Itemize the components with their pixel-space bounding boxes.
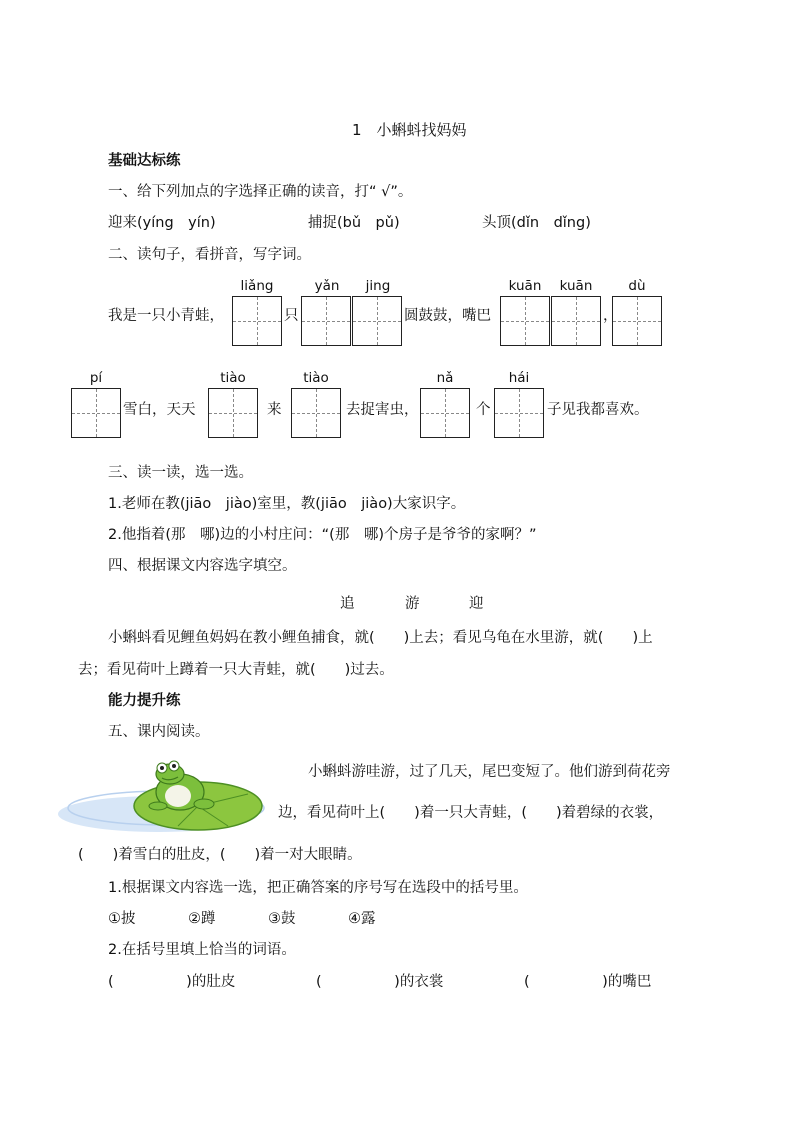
q1-item: 捕捉(bǔ pǔ) xyxy=(308,215,400,231)
q5-passage-line: ( )着雪白的肚皮，( )着一对大眼睛。 xyxy=(78,847,362,863)
pinyin-label: pí xyxy=(89,370,103,386)
q4-choice: 游 xyxy=(405,596,420,612)
writing-grid-cell[interactable] xyxy=(208,388,258,438)
q1-item: 迎来(yíng yín) xyxy=(108,215,216,231)
pinyin-label: dù xyxy=(628,278,646,294)
q2-text: 圆鼓鼓，嘴巴 xyxy=(404,308,491,324)
q2-text: 我是一只小青蛙， xyxy=(108,308,224,324)
q5-passage-line: 小蝌蚪游哇游，过了几天，尾巴变短了。他们游到荷花旁 xyxy=(308,764,671,780)
pinyin-label: jing xyxy=(365,278,391,294)
q2-text: ， xyxy=(603,308,618,324)
writing-grid-cell[interactable] xyxy=(420,388,470,438)
pinyin-label: yǎn xyxy=(314,278,340,294)
writing-grid-cell[interactable] xyxy=(232,296,282,346)
q5-sub-question: 2.在括号里填上恰当的词语。 xyxy=(108,942,296,958)
q2-heading: 二、读句子，看拼音，写字词。 xyxy=(108,247,311,263)
q4-heading: 四、根据课文内容选字填空。 xyxy=(108,558,297,574)
pinyin-label: liǎng xyxy=(240,278,274,294)
q4-choice: 追 xyxy=(340,596,355,612)
writing-grid-cell[interactable] xyxy=(500,296,550,346)
section-advanced: 能力提升练 xyxy=(108,693,181,709)
q5-option: ③鼓 xyxy=(268,911,296,927)
writing-grid-cell[interactable] xyxy=(494,388,544,438)
page-title: 1 小蝌蚪找妈妈 xyxy=(352,121,467,139)
q2-text: 去捉害虫， xyxy=(346,402,419,418)
pinyin-label: tiào xyxy=(220,370,246,386)
pinyin-label: hái xyxy=(508,370,530,386)
q3-heading: 三、读一读，选一选。 xyxy=(108,465,253,481)
writing-grid-cell[interactable] xyxy=(71,388,121,438)
q5-option: ④露 xyxy=(348,911,376,927)
section-basic: 基础达标练 xyxy=(108,153,181,169)
q5-blank: ( )的衣裳 xyxy=(316,974,444,990)
writing-grid-cell[interactable] xyxy=(612,296,662,346)
q2-text: 雪白，天天 xyxy=(123,402,196,418)
pinyin-label: tiào xyxy=(303,370,329,386)
q2-text: 来 xyxy=(267,402,282,418)
q3-item: 2.他指着(那 哪)边的小村庄问：“(那 哪)个房子是爷爷的家啊？” xyxy=(108,527,537,543)
writing-grid-cell[interactable] xyxy=(551,296,601,346)
writing-grid-cell[interactable] xyxy=(352,296,402,346)
pinyin-label: nǎ xyxy=(436,370,454,386)
pinyin-label: kuān xyxy=(508,278,542,294)
q5-passage-line: 边，看见荷叶上( )着一只大青蛙，( )着碧绿的衣裳， xyxy=(278,805,664,821)
q1-item: 头顶(dǐn dǐng) xyxy=(482,215,591,231)
q5-option: ①披 xyxy=(108,911,136,927)
q5-heading: 五、课内阅读。 xyxy=(108,724,210,740)
q1-heading: 一、给下列加点的字选择正确的读音，打“ √”。 xyxy=(108,184,413,200)
writing-grid-cell[interactable] xyxy=(301,296,351,346)
q2-text: 个 xyxy=(476,402,491,418)
q5-option: ②蹲 xyxy=(188,911,216,927)
frog-on-lily-pad-illustration xyxy=(58,758,270,836)
q5-blank: ( )的肚皮 xyxy=(108,974,236,990)
pinyin-label: kuān xyxy=(559,278,593,294)
q2-text: 只 xyxy=(284,308,299,324)
q3-item: 1.老师在教(jiāo jiào)室里，教(jiāo jiào)大家识字。 xyxy=(108,496,466,512)
q4-paragraph-line: 去；看见荷叶上蹲着一只大青蛙，就( )过去。 xyxy=(78,662,394,678)
q2-text: 子见我都喜欢。 xyxy=(547,402,649,418)
q4-paragraph-line: 小蝌蚪看见鲤鱼妈妈在教小鲤鱼捕食，就( )上去；看见乌龟在水里游，就( )上 xyxy=(108,630,653,646)
q5-blank: ( )的嘴巴 xyxy=(524,974,652,990)
q4-choice: 迎 xyxy=(469,596,484,612)
q5-sub-question: 1.根据课文内容选一选，把正确答案的序号写在选段中的括号里。 xyxy=(108,880,528,896)
writing-grid-cell[interactable] xyxy=(291,388,341,438)
